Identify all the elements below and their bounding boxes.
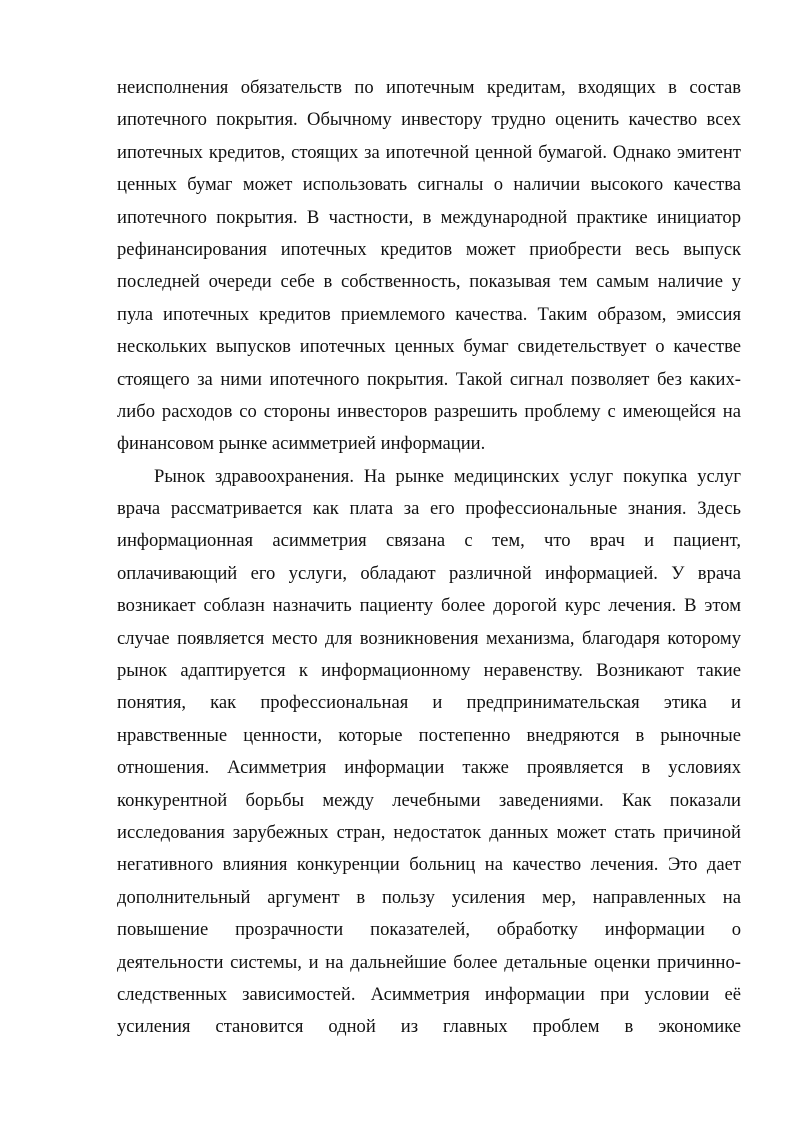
text-line: понятия, как профессиональная и предпринимательская этика и bbox=[117, 692, 741, 714]
text-line: ценных бумаг может использовать сигналы о наличии высокого качества bbox=[117, 174, 741, 196]
text-line: нескольких выпусков ипотечных ценных бумаг свидетельствует о качестве bbox=[117, 336, 741, 358]
text-line: деятельности системы, и на дальнейшие более детальные оценки причинно- bbox=[117, 951, 741, 973]
text-line: усиления становится одной из главных проблем в экономике bbox=[117, 1016, 741, 1038]
text-line: следственных зависимостей. Асимметрия информации при условии её bbox=[117, 983, 741, 1005]
text-line: ипотечных кредитов, стоящих за ипотечной ценной бумагой. Однако эмитент bbox=[117, 141, 741, 163]
text-line: отношения. Асимметрия информации также проявляется в условиях bbox=[117, 757, 741, 779]
paragraph bbox=[117, 72, 741, 461]
text-line: нравственные ценности, которые постепенно внедряются в рыночные bbox=[117, 724, 741, 746]
body-text bbox=[117, 72, 741, 1044]
paragraph bbox=[117, 461, 741, 1044]
text-line: возникает соблазн назначить пациенту более дорогой курс лечения. В этом bbox=[117, 595, 741, 617]
text-line: неисполнения обязательств по ипотечным кредитам, входящих в состав bbox=[117, 77, 741, 98]
text-line: последней очереди себе в собственность, показывая тем самым наличие у bbox=[117, 271, 741, 293]
text-line: ипотечного покрытия. Обычному инвестору трудно оценить качество всех bbox=[117, 109, 741, 131]
text-line: рефинансирования ипотечных кредитов может приобрести весь выпуск bbox=[117, 238, 741, 260]
text-line: повышение прозрачности показателей, обработку информации о bbox=[117, 919, 741, 941]
text-line: стоящего за ними ипотечного покрытия. Такой сигнал позволяет без каких- bbox=[117, 368, 741, 390]
text-line: финансовом рынке асимметрией информации. bbox=[117, 433, 486, 455]
text-line: пула ипотечных кредитов приемлемого качества. Таким образом, эмиссия bbox=[117, 303, 741, 325]
text-line: конкурентной борьбы между лечебными заведениями. Как показали bbox=[117, 789, 741, 811]
text-line: исследования зарубежных стран, недостаток данных может стать причиной bbox=[117, 821, 741, 843]
text-line: рынок адаптируется к информационному неравенству. Возникают такие bbox=[117, 660, 741, 682]
text-line: информационная асимметрия связана с тем, что врач и пациент, bbox=[117, 530, 741, 552]
text-line: оплачивающий его услуги, обладают различной информацией. У врача bbox=[117, 562, 741, 584]
text-line: негативного влияния конкуренции больниц на качество лечения. Это дает bbox=[117, 854, 741, 876]
text-line: дополнительный аргумент в пользу усиления мер, направленных на bbox=[117, 886, 741, 908]
text-line: ипотечного покрытия. В частности, в международной практике инициатор bbox=[117, 206, 741, 228]
text-line: случае появляется место для возникновения механизма, благодаря которому bbox=[117, 627, 741, 649]
text-line: врача рассматривается как плата за его профессиональные знания. Здесь bbox=[117, 498, 741, 520]
text-line: либо расходов со стороны инвесторов разрешить проблему с имеющейся на bbox=[117, 400, 741, 422]
text-line: Рынок здравоохранения. На рынке медицинских услуг покупка услуг bbox=[154, 465, 741, 487]
